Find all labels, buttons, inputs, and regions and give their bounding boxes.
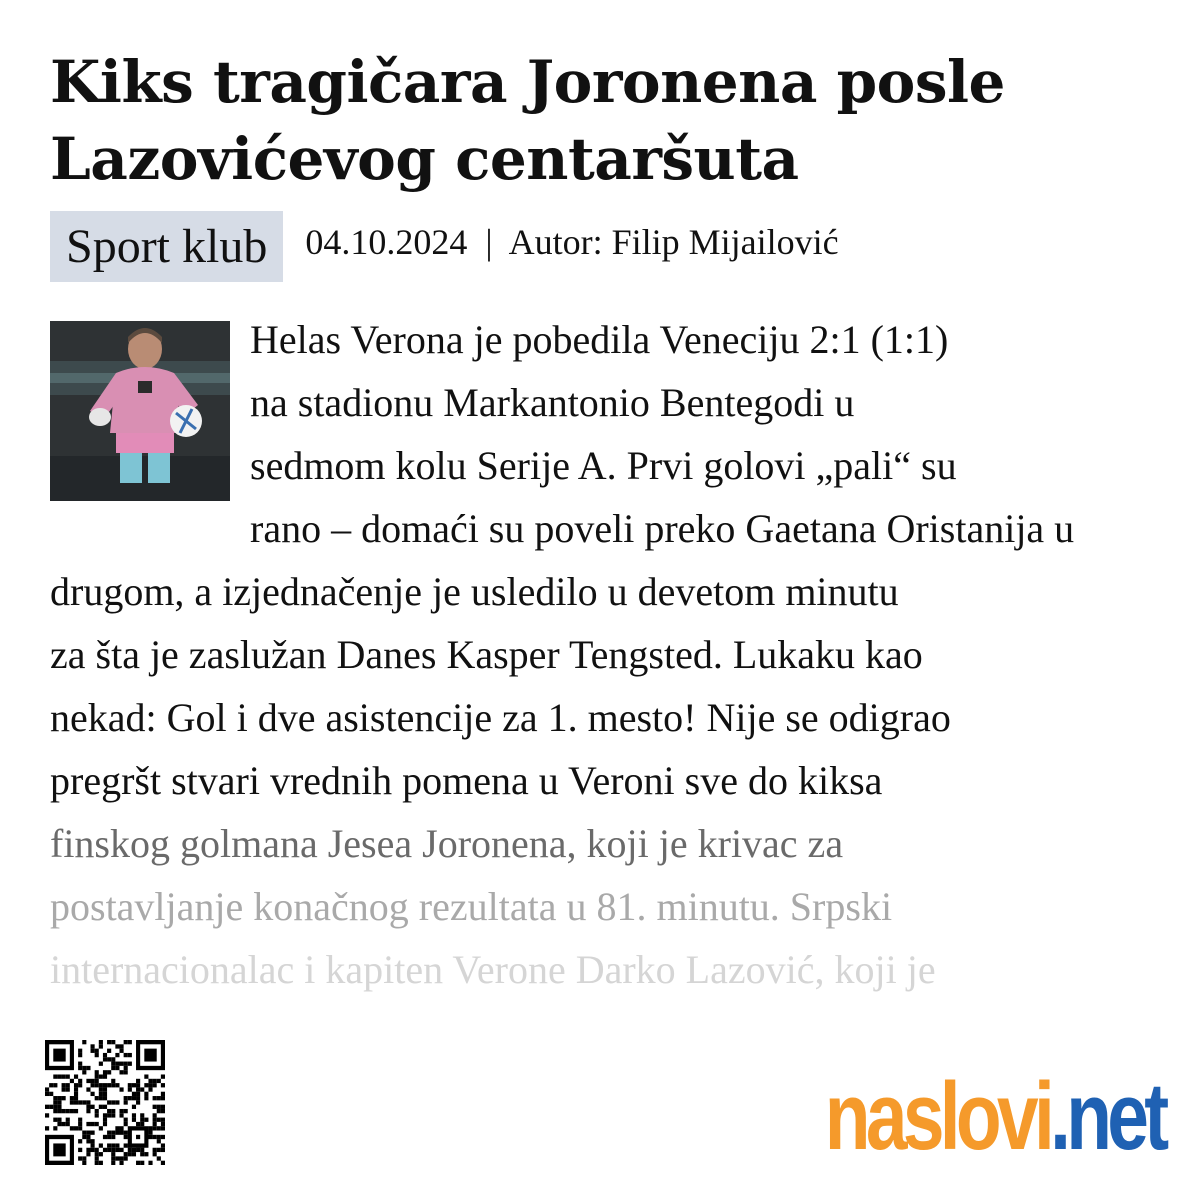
- source-badge[interactable]: Sport klub: [50, 211, 283, 282]
- body-line-faded: internacionalac i kapiten Verone Darko Lazović, koji je: [50, 947, 936, 992]
- body-line: drugom, a izjednačenje je usledilo u devetom minutu: [50, 569, 899, 614]
- article-meta: [50, 211, 839, 282]
- body-line: na stadionu Markantonio Bentegodi u: [250, 380, 855, 425]
- logo-text-primary: naslovi: [824, 1063, 1050, 1170]
- body-line: pregršt stvari vrednih pomena u Veroni sve do kiksa: [50, 758, 883, 803]
- article-author: Autor: Filip Mijailović: [508, 221, 839, 262]
- article-date: 04.10.2024: [305, 221, 468, 262]
- qr-code-icon: [45, 1040, 165, 1165]
- article-body: [50, 308, 1160, 1001]
- body-line: Helas Verona je pobedila Veneciju 2:1 (1:1): [250, 317, 949, 362]
- meta-info: [305, 221, 838, 263]
- body-line: nekad: Gol i dve asistencije za 1. mesto! Nije se odigrao: [50, 695, 951, 740]
- site-logo[interactable]: [824, 1062, 1164, 1172]
- body-line-faded: postavljanje konačnog rezultata u 81. minutu. Srpski: [50, 884, 893, 929]
- title-line-1: Kiks tragičara Joronena posle: [50, 48, 1005, 116]
- body-line: sedmom kolu Serije A. Prvi golovi „pali“ su: [250, 443, 957, 488]
- article-title: [50, 44, 1160, 198]
- meta-separator: |: [485, 221, 493, 262]
- qr-code[interactable]: [45, 1040, 165, 1165]
- title-line-2: Lazovićevog centaršuta: [50, 125, 799, 193]
- thumbnail-spacer: [50, 308, 250, 502]
- body-line-faded: finskog golmana Jesea Joronena, koji je krivac za: [50, 821, 844, 866]
- logo-text-secondary: .net: [1049, 1063, 1164, 1170]
- body-line: rano – domaći su poveli preko Gaetana Oristanija u: [250, 506, 1075, 551]
- body-line: za šta je zaslužan Danes Kasper Tengsted. Lukaku kao: [50, 632, 923, 677]
